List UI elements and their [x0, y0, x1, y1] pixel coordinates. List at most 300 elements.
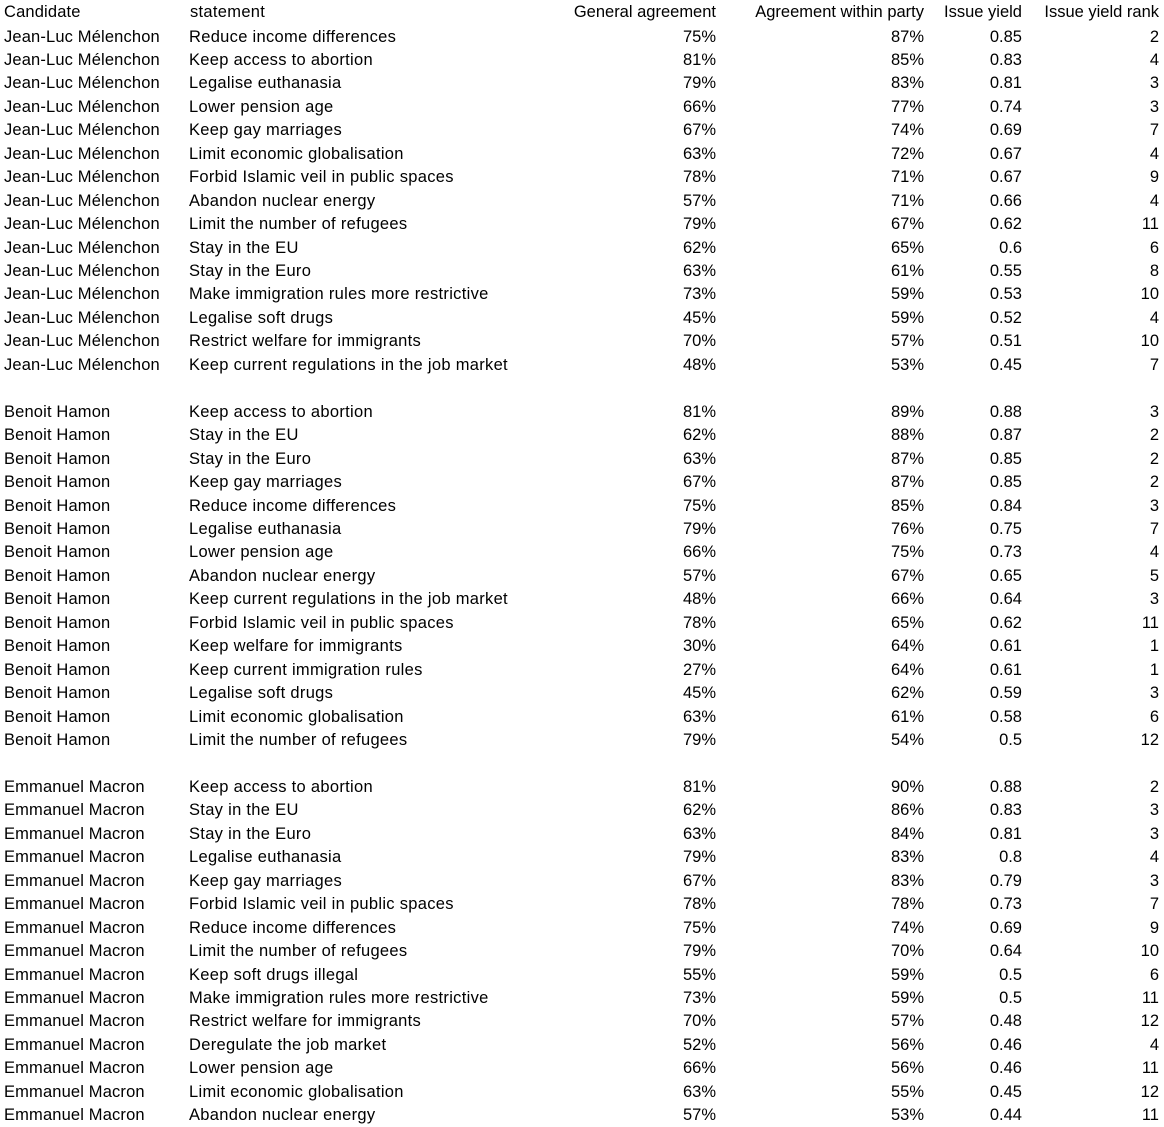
cell-general-agreement: 79%: [682, 519, 716, 538]
table-row: [0, 846, 1164, 869]
cell-statement: Keep current regulations in the job market: [189, 590, 508, 609]
cell-issue-yield-rank: 3: [1149, 824, 1159, 843]
cell-issue-yield: 0.61: [989, 660, 1022, 679]
cell-candidate: Jean-Luc Mélenchon: [4, 332, 160, 351]
cell-general-agreement: 75%: [682, 27, 716, 46]
cell-issue-yield-rank: 3: [1149, 402, 1159, 421]
cell-issue-yield: 0.6: [999, 238, 1022, 257]
cell-general-agreement: 67%: [682, 473, 716, 492]
cell-statement: Make immigration rules more restrictive: [189, 988, 489, 1007]
cell-candidate: Jean-Luc Mélenchon: [4, 121, 160, 140]
cell-agreement-within-party: 64%: [890, 660, 924, 679]
cell-agreement-within-party: 74%: [890, 918, 924, 937]
cell-candidate: Emmanuel Macron: [4, 777, 145, 796]
table-row: [0, 1104, 1164, 1127]
cell-issue-yield: 0.52: [989, 308, 1022, 327]
table-row: [0, 190, 1164, 213]
cell-issue-yield: 0.5: [999, 731, 1022, 749]
cell-statement: Deregulate the job market: [189, 1035, 387, 1054]
header-agreement-within-party: Agreement within party: [755, 3, 924, 21]
cell-candidate: Jean-Luc Mélenchon: [4, 74, 160, 93]
cell-general-agreement: 79%: [682, 731, 716, 749]
cell-general-agreement: 63%: [682, 1082, 716, 1101]
cell-issue-yield: 0.46: [989, 1035, 1022, 1054]
cell-issue-yield: 0.45: [989, 355, 1022, 374]
cell-agreement-within-party: 87%: [890, 449, 924, 468]
cell-issue-yield: 0.64: [989, 590, 1022, 609]
cell-issue-yield: 0.59: [989, 684, 1022, 703]
cell-general-agreement: 81%: [682, 50, 716, 69]
cell-issue-yield-rank: 12: [1140, 1012, 1159, 1031]
cell-statement: Legalise euthanasia: [189, 519, 342, 538]
cell-issue-yield-rank: 4: [1149, 1035, 1159, 1054]
cell-general-agreement: 62%: [682, 426, 716, 445]
cell-issue-yield-rank: 6: [1149, 965, 1159, 984]
cell-statement: Lower pension age: [189, 543, 334, 562]
cell-general-agreement: 52%: [682, 1035, 716, 1054]
cell-agreement-within-party: 59%: [890, 308, 924, 327]
cell-statement: Abandon nuclear energy: [189, 191, 376, 210]
cell-issue-yield-rank: 2: [1149, 449, 1159, 468]
header-row: [0, 1, 1164, 24]
cell-issue-yield: 0.83: [989, 50, 1022, 69]
cell-statement: Keep access to abortion: [189, 777, 373, 796]
cell-issue-yield: 0.85: [989, 473, 1022, 492]
table-row: [0, 893, 1164, 916]
cell-statement: Lower pension age: [189, 1059, 334, 1078]
cell-issue-yield: 0.46: [989, 1059, 1022, 1078]
cell-issue-yield-rank: 3: [1149, 801, 1159, 820]
table-row: [0, 799, 1164, 822]
cell-issue-yield-rank: 9: [1149, 918, 1159, 937]
cell-candidate: Benoit Hamon: [4, 496, 111, 515]
cell-agreement-within-party: 61%: [890, 707, 924, 726]
cell-issue-yield-rank: 2: [1149, 777, 1159, 796]
cell-candidate: Jean-Luc Mélenchon: [4, 308, 160, 327]
cell-agreement-within-party: 88%: [890, 426, 924, 445]
cell-issue-yield: 0.45: [989, 1082, 1022, 1101]
blank-row: [0, 377, 1164, 400]
cell-candidate: Jean-Luc Mélenchon: [4, 50, 160, 69]
cell-agreement-within-party: 59%: [890, 988, 924, 1007]
cell-issue-yield: 0.81: [989, 824, 1022, 843]
cell-candidate: Emmanuel Macron: [4, 965, 145, 984]
cell-candidate: Emmanuel Macron: [4, 824, 145, 843]
cell-agreement-within-party: 85%: [890, 50, 924, 69]
cell-statement: Restrict welfare for immigrants: [189, 332, 422, 351]
cell-issue-yield: 0.67: [989, 168, 1022, 187]
table-row: [0, 49, 1164, 72]
cell-issue-yield-rank: 10: [1140, 285, 1159, 304]
table-row: [0, 26, 1164, 49]
table-row: [0, 706, 1164, 729]
cell-statement: Legalise euthanasia: [189, 74, 342, 93]
cell-agreement-within-party: 61%: [890, 262, 924, 280]
cell-issue-yield-rank: 4: [1149, 543, 1159, 562]
cell-issue-yield-rank: 4: [1149, 308, 1159, 327]
cell-statement: Reduce income differences: [189, 496, 397, 515]
cell-candidate: Emmanuel Macron: [4, 942, 145, 961]
cell-candidate: Emmanuel Macron: [4, 895, 145, 914]
cell-issue-yield-rank: 12: [1140, 1082, 1159, 1101]
cell-general-agreement: 63%: [682, 824, 716, 843]
cell-statement: Forbid Islamic veil in public spaces: [189, 168, 454, 187]
cell-agreement-within-party: 78%: [890, 895, 924, 914]
cell-statement: Keep access to abortion: [189, 50, 373, 69]
cell-candidate: Emmanuel Macron: [4, 1106, 145, 1125]
cell-agreement-within-party: 53%: [890, 1106, 924, 1125]
table-row: [0, 166, 1164, 189]
table-row: [0, 119, 1164, 142]
table-row: [0, 964, 1164, 987]
cell-statement: Limit the number of refugees: [189, 731, 408, 749]
cell-issue-yield: 0.69: [989, 121, 1022, 140]
cell-issue-yield-rank: 3: [1149, 97, 1159, 116]
cell-issue-yield-rank: 2: [1149, 27, 1159, 46]
header-statement: statement: [190, 3, 266, 21]
cell-candidate: Benoit Hamon: [4, 707, 111, 726]
cell-issue-yield-rank: 2: [1149, 426, 1159, 445]
cell-issue-yield: 0.5: [999, 965, 1022, 984]
cell-candidate: Jean-Luc Mélenchon: [4, 285, 160, 304]
cell-agreement-within-party: 57%: [890, 332, 924, 351]
cell-candidate: Jean-Luc Mélenchon: [4, 144, 160, 163]
cell-issue-yield-rank: 5: [1149, 566, 1159, 585]
cell-issue-yield: 0.88: [989, 777, 1022, 796]
cell-issue-yield-rank: 4: [1149, 848, 1159, 867]
cell-issue-yield-rank: 11: [1141, 215, 1159, 234]
cell-agreement-within-party: 66%: [890, 590, 924, 609]
cell-agreement-within-party: 87%: [890, 27, 924, 46]
cell-agreement-within-party: 56%: [890, 1059, 924, 1078]
cell-general-agreement: 73%: [682, 988, 716, 1007]
cell-agreement-within-party: 85%: [890, 496, 924, 515]
cell-issue-yield: 0.65: [989, 566, 1022, 585]
cell-general-agreement: 57%: [682, 1106, 716, 1125]
cell-issue-yield: 0.66: [989, 191, 1022, 210]
cell-statement: Stay in the EU: [189, 426, 299, 445]
table-row: [0, 682, 1164, 705]
cell-issue-yield-rank: 11: [1141, 988, 1159, 1007]
cell-issue-yield: 0.75: [989, 519, 1022, 538]
cell-candidate: Benoit Hamon: [4, 449, 111, 468]
table-row: [0, 495, 1164, 518]
cell-issue-yield: 0.83: [989, 801, 1022, 820]
cell-candidate: Jean-Luc Mélenchon: [4, 27, 160, 46]
cell-candidate: Jean-Luc Mélenchon: [4, 238, 160, 257]
cell-general-agreement: 78%: [682, 895, 716, 914]
cell-candidate: Benoit Hamon: [4, 637, 111, 656]
table-row: [0, 260, 1164, 283]
cell-general-agreement: 63%: [682, 262, 716, 280]
cell-agreement-within-party: 86%: [890, 801, 924, 820]
table-row: [0, 729, 1164, 752]
cell-agreement-within-party: 56%: [890, 1035, 924, 1054]
cell-general-agreement: 63%: [682, 707, 716, 726]
cell-general-agreement: 57%: [682, 191, 716, 210]
cell-statement: Legalise euthanasia: [189, 848, 342, 867]
cell-statement: Abandon nuclear energy: [189, 1106, 376, 1125]
cell-agreement-within-party: 83%: [890, 848, 924, 867]
cell-statement: Keep gay marriages: [189, 473, 343, 492]
cell-agreement-within-party: 75%: [890, 543, 924, 562]
table-row: [0, 659, 1164, 682]
cell-issue-yield-rank: 10: [1140, 942, 1159, 961]
cell-statement: Make immigration rules more restrictive: [189, 285, 489, 304]
cell-general-agreement: 73%: [682, 285, 716, 304]
cell-agreement-within-party: 87%: [890, 473, 924, 492]
cell-agreement-within-party: 70%: [890, 942, 924, 961]
cell-general-agreement: 78%: [682, 613, 716, 632]
cell-issue-yield-rank: 7: [1149, 519, 1159, 538]
cell-candidate: Benoit Hamon: [4, 543, 111, 562]
cell-general-agreement: 27%: [682, 660, 716, 679]
cell-candidate: Emmanuel Macron: [4, 848, 145, 867]
cell-agreement-within-party: 83%: [890, 871, 924, 890]
table-row: [0, 518, 1164, 541]
cell-candidate: Emmanuel Macron: [4, 1059, 145, 1078]
cell-issue-yield-rank: 7: [1149, 121, 1159, 140]
cell-issue-yield-rank: 11: [1141, 1059, 1159, 1078]
cell-candidate: Emmanuel Macron: [4, 871, 145, 890]
cell-issue-yield: 0.88: [989, 402, 1022, 421]
cell-agreement-within-party: 90%: [890, 777, 924, 796]
header-candidate: Candidate: [4, 3, 81, 21]
cell-issue-yield: 0.58: [989, 707, 1022, 726]
cell-agreement-within-party: 71%: [890, 191, 924, 210]
cell-agreement-within-party: 55%: [890, 1082, 924, 1101]
cell-issue-yield: 0.51: [989, 332, 1022, 351]
table-row: [0, 213, 1164, 236]
cell-statement: Stay in the EU: [189, 801, 299, 820]
cell-statement: Stay in the Euro: [189, 449, 312, 468]
cell-issue-yield: 0.55: [989, 262, 1022, 280]
cell-statement: Keep gay marriages: [189, 121, 343, 140]
cell-statement: Limit the number of refugees: [189, 215, 408, 234]
cell-candidate: Jean-Luc Mélenchon: [4, 355, 160, 374]
cell-statement: Keep welfare for immigrants: [189, 637, 403, 656]
cell-issue-yield: 0.84: [989, 496, 1022, 515]
table-row: [0, 565, 1164, 588]
cell-issue-yield: 0.87: [989, 426, 1022, 445]
cell-statement: Stay in the Euro: [189, 824, 312, 843]
cell-statement: Forbid Islamic veil in public spaces: [189, 613, 454, 632]
cell-candidate: Emmanuel Macron: [4, 1012, 145, 1031]
table-row: [0, 1010, 1164, 1033]
cell-statement: Keep current regulations in the job market: [189, 355, 508, 374]
table-row: [0, 987, 1164, 1010]
cell-statement: Reduce income differences: [189, 27, 397, 46]
cell-candidate: Emmanuel Macron: [4, 918, 145, 937]
cell-candidate: Benoit Hamon: [4, 426, 111, 445]
cell-candidate: Emmanuel Macron: [4, 988, 145, 1007]
cell-statement: Limit economic globalisation: [189, 1082, 404, 1101]
cell-statement: Lower pension age: [189, 97, 334, 116]
cell-issue-yield: 0.74: [989, 97, 1022, 116]
cell-statement: Stay in the Euro: [189, 262, 312, 280]
cell-issue-yield-rank: 4: [1149, 144, 1159, 163]
table-row: [0, 776, 1164, 799]
cell-issue-yield: 0.81: [989, 74, 1022, 93]
cell-statement: Reduce income differences: [189, 918, 397, 937]
table-row: [0, 917, 1164, 940]
table-row: [0, 940, 1164, 963]
table-row: [0, 424, 1164, 447]
cell-general-agreement: 66%: [682, 1059, 716, 1078]
header-general-agreement: General agreement: [573, 3, 716, 21]
cell-general-agreement: 45%: [682, 684, 716, 703]
cell-issue-yield-rank: 11: [1141, 613, 1159, 632]
cell-candidate: Jean-Luc Mélenchon: [4, 262, 160, 280]
cell-agreement-within-party: 74%: [890, 121, 924, 140]
cell-agreement-within-party: 67%: [890, 215, 924, 234]
cell-candidate: Emmanuel Macron: [4, 1082, 145, 1101]
cell-general-agreement: 70%: [682, 332, 716, 351]
table-row: [0, 143, 1164, 166]
table-row: [0, 823, 1164, 846]
cell-candidate: Benoit Hamon: [4, 519, 111, 538]
cell-agreement-within-party: 59%: [890, 285, 924, 304]
cell-issue-yield: 0.73: [989, 543, 1022, 562]
cell-issue-yield: 0.5: [999, 988, 1022, 1007]
cell-general-agreement: 62%: [682, 801, 716, 820]
cell-statement: Stay in the EU: [189, 238, 299, 257]
header-issue-yield: Issue yield: [944, 3, 1022, 21]
cell-issue-yield-rank: 3: [1149, 590, 1159, 609]
cell-agreement-within-party: 71%: [890, 168, 924, 187]
cell-candidate: Jean-Luc Mélenchon: [4, 191, 160, 210]
cell-issue-yield: 0.48: [989, 1012, 1022, 1031]
cell-general-agreement: 62%: [682, 238, 716, 257]
cell-general-agreement: 67%: [682, 121, 716, 140]
cell-candidate: Benoit Hamon: [4, 473, 111, 492]
table-row: [0, 471, 1164, 494]
table-row: [0, 588, 1164, 611]
cell-statement: Keep soft drugs illegal: [189, 965, 359, 984]
cell-issue-yield-rank: 12: [1140, 731, 1159, 749]
cell-issue-yield-rank: 10: [1140, 332, 1159, 351]
cell-candidate: Benoit Hamon: [4, 402, 111, 421]
table-row: [0, 1057, 1164, 1080]
cell-issue-yield-rank: 8: [1149, 262, 1159, 280]
table-row: [0, 1034, 1164, 1057]
cell-agreement-within-party: 54%: [890, 731, 924, 749]
cell-statement: Restrict welfare for immigrants: [189, 1012, 422, 1031]
cell-issue-yield-rank: 7: [1149, 355, 1159, 374]
table-row: [0, 283, 1164, 306]
table-row: [0, 635, 1164, 658]
cell-issue-yield: 0.64: [989, 942, 1022, 961]
cell-issue-yield-rank: 11: [1141, 1106, 1159, 1125]
cell-candidate: Emmanuel Macron: [4, 801, 145, 820]
table-row: [0, 612, 1164, 635]
cell-statement: Limit economic globalisation: [189, 144, 404, 163]
cell-issue-yield: 0.53: [989, 285, 1022, 304]
cell-general-agreement: 79%: [682, 215, 716, 234]
cell-general-agreement: 66%: [682, 543, 716, 562]
cell-agreement-within-party: 76%: [890, 519, 924, 538]
cell-statement: Legalise soft drugs: [189, 684, 334, 703]
cell-agreement-within-party: 77%: [890, 97, 924, 116]
cell-general-agreement: 79%: [682, 848, 716, 867]
cell-issue-yield-rank: 7: [1149, 895, 1159, 914]
cell-issue-yield-rank: 3: [1149, 871, 1159, 890]
cell-issue-yield: 0.62: [989, 215, 1022, 234]
cell-candidate: Benoit Hamon: [4, 731, 111, 749]
cell-issue-yield: 0.44: [989, 1106, 1022, 1125]
cell-statement: Forbid Islamic veil in public spaces: [189, 895, 454, 914]
cell-issue-yield: 0.8: [999, 848, 1022, 867]
cell-general-agreement: 78%: [682, 168, 716, 187]
cell-agreement-within-party: 89%: [890, 402, 924, 421]
cell-agreement-within-party: 64%: [890, 637, 924, 656]
cell-candidate: Emmanuel Macron: [4, 1035, 145, 1054]
cell-agreement-within-party: 59%: [890, 965, 924, 984]
cell-general-agreement: 81%: [682, 777, 716, 796]
cell-general-agreement: 75%: [682, 918, 716, 937]
cell-issue-yield: 0.69: [989, 918, 1022, 937]
cell-candidate: Jean-Luc Mélenchon: [4, 215, 160, 234]
cell-agreement-within-party: 72%: [890, 144, 924, 163]
cell-issue-yield-rank: 4: [1149, 50, 1159, 69]
cell-issue-yield-rank: 6: [1149, 238, 1159, 257]
cell-statement: Keep current immigration rules: [189, 660, 423, 679]
header-issue-yield-rank: Issue yield rank: [1044, 3, 1159, 21]
cell-candidate: Benoit Hamon: [4, 613, 111, 632]
cell-issue-yield: 0.85: [989, 449, 1022, 468]
cell-candidate: Jean-Luc Mélenchon: [4, 168, 160, 187]
cell-candidate: Jean-Luc Mélenchon: [4, 97, 160, 116]
cell-general-agreement: 67%: [682, 871, 716, 890]
cell-issue-yield: 0.73: [989, 895, 1022, 914]
cell-issue-yield: 0.85: [989, 27, 1022, 46]
cell-general-agreement: 45%: [682, 308, 716, 327]
cell-statement: Keep access to abortion: [189, 402, 373, 421]
table-row: [0, 72, 1164, 95]
cell-general-agreement: 70%: [682, 1012, 716, 1031]
cell-agreement-within-party: 83%: [890, 74, 924, 93]
cell-general-agreement: 48%: [682, 355, 716, 374]
cell-agreement-within-party: 62%: [890, 684, 924, 703]
cell-issue-yield: 0.61: [989, 637, 1022, 656]
cell-general-agreement: 79%: [682, 74, 716, 93]
cell-general-agreement: 63%: [682, 144, 716, 163]
cell-issue-yield-rank: 3: [1149, 496, 1159, 515]
cell-issue-yield: 0.67: [989, 144, 1022, 163]
blank-row: [0, 752, 1164, 775]
cell-agreement-within-party: 65%: [890, 613, 924, 632]
cell-issue-yield-rank: 4: [1149, 191, 1159, 210]
cell-statement: Limit economic globalisation: [189, 707, 404, 726]
cell-issue-yield: 0.62: [989, 613, 1022, 632]
cell-issue-yield-rank: 6: [1149, 707, 1159, 726]
cell-general-agreement: 66%: [682, 97, 716, 116]
cell-statement: Limit the number of refugees: [189, 942, 408, 961]
table-row: [0, 354, 1164, 377]
cell-statement: Legalise soft drugs: [189, 308, 334, 327]
cell-general-agreement: 57%: [682, 566, 716, 585]
cell-statement: Keep gay marriages: [189, 871, 343, 890]
cell-agreement-within-party: 53%: [890, 355, 924, 374]
cell-issue-yield-rank: 2: [1149, 473, 1159, 492]
cell-general-agreement: 81%: [682, 402, 716, 421]
table-row: [0, 96, 1164, 119]
cell-issue-yield-rank: 3: [1149, 684, 1159, 703]
cell-general-agreement: 79%: [682, 942, 716, 961]
cell-agreement-within-party: 84%: [890, 824, 924, 843]
cell-issue-yield: 0.79: [989, 871, 1022, 890]
cell-issue-yield-rank: 3: [1149, 74, 1159, 93]
